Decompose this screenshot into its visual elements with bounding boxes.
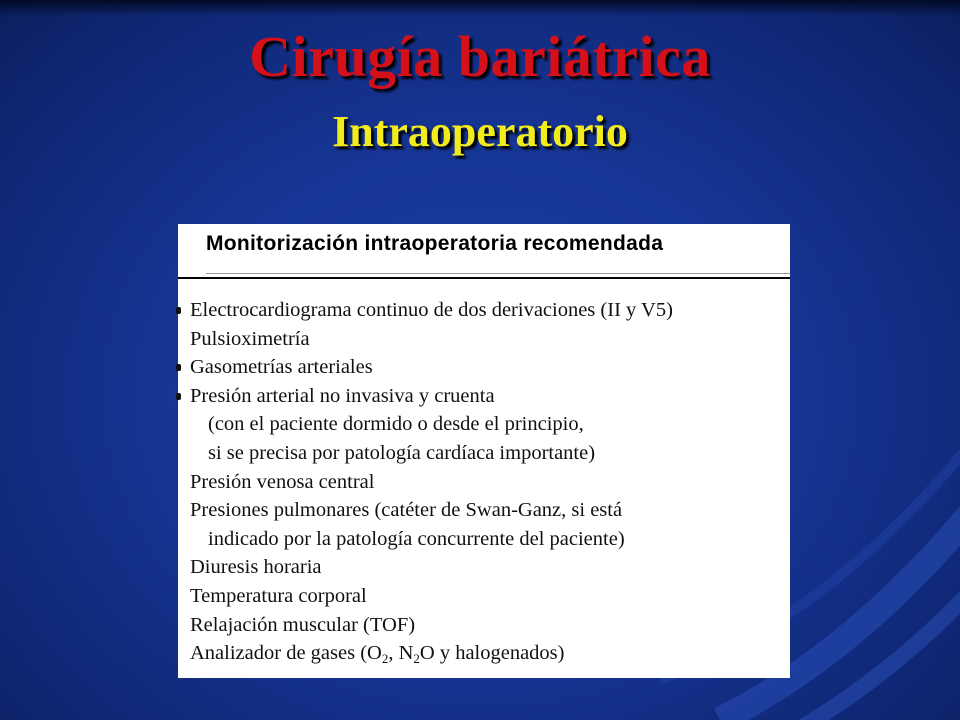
list-item bbox=[178, 382, 790, 411]
list-item-text: (con el paciente dormido o desde el principio, bbox=[208, 413, 584, 436]
text-fragment: , N bbox=[388, 642, 414, 665]
list-item bbox=[178, 553, 790, 582]
list-item-text: Gasometrías arteriales bbox=[190, 356, 373, 379]
list-item bbox=[178, 468, 790, 497]
bullet-mark bbox=[176, 393, 181, 400]
table-header: Monitorización intraoperatoria recomendada bbox=[206, 232, 664, 255]
subscript: 2 bbox=[381, 651, 389, 667]
list-item bbox=[178, 410, 790, 439]
list-item-text: Temperatura corporal bbox=[190, 584, 367, 607]
table-divider bbox=[178, 277, 790, 279]
list-item bbox=[178, 439, 790, 468]
top-band bbox=[0, 0, 960, 16]
text-fragment: O y halogenados) bbox=[419, 642, 565, 665]
slide-subtitle: Intraoperatorio bbox=[332, 107, 628, 156]
list-item-text: Pulsioximetría bbox=[190, 327, 310, 350]
list-item bbox=[178, 296, 790, 325]
monitoring-table bbox=[178, 224, 790, 678]
list-item-text: Electrocardiograma continuo de dos derivaciones (II y V5) bbox=[190, 299, 673, 321]
subscript: 2 bbox=[413, 651, 420, 667]
table-divider-faint bbox=[206, 273, 790, 274]
list-item-text: si se precisa por patología cardíaca importante) bbox=[208, 441, 596, 464]
list-item bbox=[178, 496, 790, 525]
slide-title: Cirugía bariátrica bbox=[249, 24, 711, 89]
list-item bbox=[178, 611, 790, 640]
list-item bbox=[178, 325, 790, 354]
list-item-text: Presión arterial no invasiva y cruenta bbox=[190, 384, 495, 407]
list-item-text: indicado por la patología concurrente del paciente) bbox=[208, 527, 625, 550]
bullet-mark bbox=[176, 307, 181, 314]
list-item-text: Diuresis horaria bbox=[190, 556, 322, 579]
list-item bbox=[178, 582, 790, 611]
text-fragment: Analizador de gases (O bbox=[190, 642, 382, 665]
list-item bbox=[178, 525, 790, 554]
list-item bbox=[178, 639, 790, 668]
list-item bbox=[178, 353, 790, 382]
bullet-mark bbox=[176, 364, 181, 371]
list-item-text: Presiones pulmonares (catéter de Swan-Ganz, si está bbox=[190, 499, 623, 522]
list-item-text: Presión venosa central bbox=[190, 470, 375, 493]
list-item-text bbox=[190, 639, 565, 668]
monitoring-list bbox=[178, 296, 790, 668]
list-item-text: Relajación muscular (TOF) bbox=[190, 613, 416, 636]
